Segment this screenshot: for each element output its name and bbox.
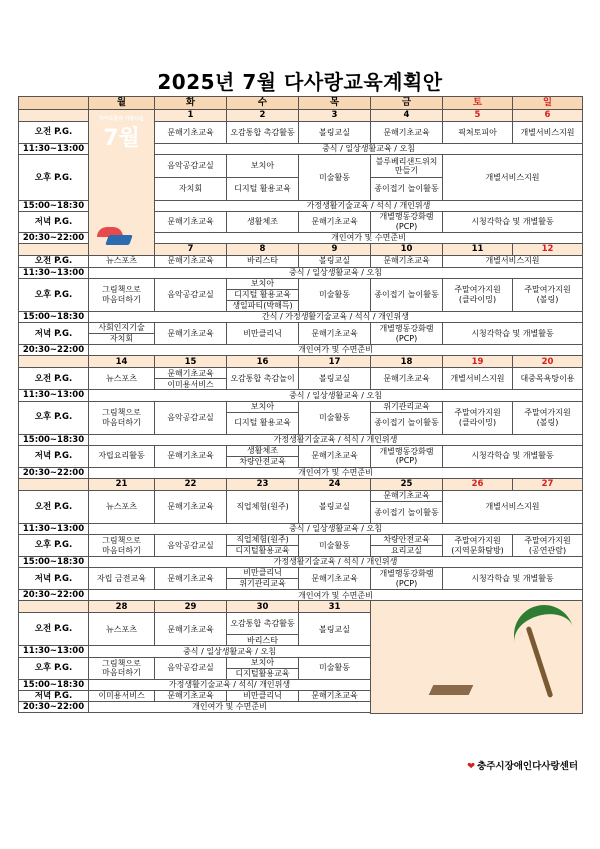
row-label: 오후 P.G. bbox=[19, 535, 89, 557]
date: 28 bbox=[89, 601, 155, 613]
cell: 음악공감교실 bbox=[155, 401, 227, 434]
day-fri: 금 bbox=[371, 97, 443, 110]
date: 7 bbox=[155, 243, 227, 255]
date: 1 bbox=[155, 110, 227, 122]
cell: 개별서비스지원 bbox=[443, 490, 583, 523]
cell: 간식 / 가정생활기술교육 / 석식 / 개인위생 bbox=[89, 311, 583, 322]
cell: 중식 / 일상생활교육 / 오침 bbox=[89, 390, 583, 401]
cell: 보치아 bbox=[227, 401, 299, 412]
cell: 생활체조 bbox=[227, 445, 299, 456]
row-label: 11:30~13:00 bbox=[19, 646, 89, 657]
cell: 자치회 bbox=[155, 178, 227, 201]
row-label: 15:00~18:30 bbox=[19, 679, 89, 690]
footer-org-name: 충주시장애인다사랑센터 bbox=[477, 761, 578, 772]
date: 18 bbox=[371, 356, 443, 368]
cell: 가정생활기술교육 / 석식/ 개인위생 bbox=[89, 679, 371, 690]
cell: 그림책으로 마음더하기 bbox=[89, 278, 155, 311]
cell: 블루베리샌드위치 만들기 bbox=[371, 155, 443, 178]
row-label: 오후 P.G. bbox=[19, 401, 89, 434]
cell: 그림책으로 마음더하기 bbox=[89, 657, 155, 679]
cell: 주말여가지원 (볼링) bbox=[513, 401, 583, 434]
thumb-month: 7월 bbox=[103, 126, 140, 151]
cell: 개인여가 및 수면준비 bbox=[89, 702, 371, 713]
row-label: 오전 P.G. bbox=[19, 490, 89, 523]
cell: 개별서비스지원 bbox=[443, 368, 513, 390]
date: 5 bbox=[443, 110, 513, 122]
row-label: 오전 P.G. bbox=[19, 368, 89, 390]
cell: 디지털 활용교육 bbox=[227, 412, 299, 434]
cell: 종이접기 놀이활동 bbox=[371, 412, 443, 434]
date: 12 bbox=[513, 243, 583, 255]
cell: 직업체험(원주) bbox=[227, 490, 299, 523]
row-label: 저녁 P.G. bbox=[19, 445, 89, 467]
week4-eve-row bbox=[19, 568, 583, 579]
row-label: 20:30~22:00 bbox=[19, 345, 89, 356]
cell: 시청각학습 및 개별활동 bbox=[443, 445, 583, 467]
row-label: 11:30~13:00 bbox=[19, 390, 89, 401]
date: 30 bbox=[227, 601, 299, 613]
cell: 자립 금전교육 bbox=[89, 568, 155, 590]
date: 2 bbox=[227, 110, 299, 122]
row-label: 오전 P.G. bbox=[19, 613, 89, 646]
cell: 문해기초교육 bbox=[155, 122, 227, 144]
cell: 비만클리닉 bbox=[227, 323, 299, 345]
date: 15 bbox=[155, 356, 227, 368]
row-label: 15:00~18:30 bbox=[19, 434, 89, 445]
cell: 문해기초교육 bbox=[155, 613, 227, 646]
cell: 미술활동 bbox=[299, 657, 371, 679]
cell: 바리스타 bbox=[227, 635, 299, 646]
week4-am-row bbox=[19, 490, 583, 501]
cell: 문해기초교육 bbox=[155, 568, 227, 590]
cell: 주말여가지원 (지역문화탐방) bbox=[443, 535, 513, 557]
cell: 비만클리닉 bbox=[227, 568, 299, 579]
thumb-caption: 하이로봇리 아름다운 bbox=[98, 116, 145, 122]
date: 3 bbox=[299, 110, 371, 122]
date: 25 bbox=[371, 478, 443, 490]
week2-lunch-row bbox=[19, 267, 583, 278]
month-thumbnail bbox=[89, 110, 155, 256]
row-label: 오전 P.G. bbox=[19, 255, 89, 267]
cell: 볼링교실 bbox=[299, 122, 371, 144]
week4-dates bbox=[19, 478, 583, 490]
row-label: 20:30~22:00 bbox=[19, 232, 89, 243]
date: 29 bbox=[155, 601, 227, 613]
cell: 미술활동 bbox=[299, 155, 371, 201]
date: 20 bbox=[513, 356, 583, 368]
date: 26 bbox=[443, 478, 513, 490]
cell: 뉴스포츠 bbox=[89, 255, 155, 267]
cell: 개별행동강화램(PCP) bbox=[371, 212, 443, 232]
palm-tree-icon bbox=[507, 601, 580, 672]
date: 16 bbox=[227, 356, 299, 368]
cell: 미술활동 bbox=[299, 278, 371, 311]
row-label: 15:00~18:30 bbox=[19, 311, 89, 322]
week3-pm-row bbox=[19, 401, 583, 412]
day-wed: 수 bbox=[227, 97, 299, 110]
cell: 가정생활기술교육 / 석식 / 개인위생 bbox=[89, 434, 583, 445]
cell: 개인여가 및 수면준비 bbox=[155, 232, 583, 243]
date: 17 bbox=[299, 356, 371, 368]
cell: 문해기초교육 bbox=[299, 323, 371, 345]
day-tue: 화 bbox=[155, 97, 227, 110]
day-mon: 월 bbox=[89, 97, 155, 110]
cell: 위기관리교육 bbox=[227, 579, 299, 590]
cell: 요리교실 bbox=[371, 546, 443, 557]
day-sat: 토 bbox=[443, 97, 513, 110]
beach-chair-icon bbox=[105, 235, 133, 245]
cell: 자립요리활동 bbox=[89, 445, 155, 467]
cell: 차량안전교육 bbox=[227, 456, 299, 467]
cell: 대중목욕탕이용 bbox=[513, 368, 583, 390]
row-label: 저녁 P.G. bbox=[19, 568, 89, 590]
cell: 음악공감교실 bbox=[155, 657, 227, 679]
date: 14 bbox=[89, 356, 155, 368]
week3-night-row bbox=[19, 467, 583, 478]
cell: 문해기초교육 bbox=[371, 122, 443, 144]
row-label: 20:30~22:00 bbox=[19, 702, 89, 713]
day-thu: 목 bbox=[299, 97, 371, 110]
date: 21 bbox=[89, 478, 155, 490]
cell: 시청각학습 및 개별활동 bbox=[443, 323, 583, 345]
cell: 문해기초교육 bbox=[155, 490, 227, 523]
date: 10 bbox=[371, 243, 443, 255]
cell: 개별행동강화램(PCP) bbox=[371, 323, 443, 345]
cell: 문해기초교육 bbox=[155, 445, 227, 467]
cell: 개별행동강화램(PCP) bbox=[371, 445, 443, 467]
cell: 문해기초교육 bbox=[299, 445, 371, 467]
row-label: 11:30~13:00 bbox=[19, 144, 89, 155]
cell: 위기관리교육 bbox=[371, 401, 443, 412]
cell: 개별서비스지원 bbox=[443, 155, 583, 201]
cell: 오감통합 촉감놀이 bbox=[227, 368, 299, 390]
cell: 픽쳐토피아 bbox=[443, 122, 513, 144]
date: 24 bbox=[299, 478, 371, 490]
row-label: 15:00~18:30 bbox=[19, 201, 89, 212]
cell: 사회인지기술 bbox=[89, 323, 155, 334]
week3-lunch-row bbox=[19, 390, 583, 401]
cell: 문해기초교육 bbox=[299, 568, 371, 590]
cell: 볼링교실 bbox=[299, 613, 371, 646]
week2-am-row bbox=[19, 255, 583, 267]
cell: 디지털 활용교육 bbox=[227, 178, 299, 201]
cell: 음악공감교실 bbox=[155, 278, 227, 311]
cell: 주말여가지원 (볼링) bbox=[513, 278, 583, 311]
row-label: 저녁 P.G. bbox=[19, 690, 89, 701]
cell: 문해기초교육 bbox=[155, 255, 227, 267]
row-label: 15:00~18:30 bbox=[19, 557, 89, 568]
beach-chairs-icon bbox=[429, 685, 474, 695]
date: 23 bbox=[227, 478, 299, 490]
cell: 미술활동 bbox=[299, 401, 371, 434]
cell: 디지털활용교육 bbox=[227, 546, 299, 557]
date: 8 bbox=[227, 243, 299, 255]
cell: 주말여가지원 (클라이밍) bbox=[443, 401, 513, 434]
cell: 디지털활용교육 bbox=[227, 668, 299, 679]
cell: 중식 / 일상생활교육 / 오침 bbox=[89, 523, 583, 534]
cell: 주말여가지원 (클라이밍) bbox=[443, 278, 513, 311]
cell: 중식 / 일상생활교육 / 오침 bbox=[89, 646, 371, 657]
date: 31 bbox=[299, 601, 371, 613]
cell: 생활체조 bbox=[227, 212, 299, 232]
cell: 볼링교실 bbox=[299, 255, 371, 267]
cell: 볼링교실 bbox=[299, 368, 371, 390]
week4-late-row bbox=[19, 557, 583, 568]
date: 4 bbox=[371, 110, 443, 122]
cell: 문해기초교육 bbox=[371, 490, 443, 501]
cell: 주말여가지원 (공연관람) bbox=[513, 535, 583, 557]
week2-eve-row bbox=[19, 323, 583, 334]
cell: 문해기초교육 bbox=[299, 212, 371, 232]
week2-pm-row bbox=[19, 278, 583, 289]
beach-image bbox=[371, 601, 583, 714]
cell: 직업체험(원주) bbox=[227, 535, 299, 546]
cell: 시청각학습 및 개별활동 bbox=[443, 212, 583, 232]
row-label: 20:30~22:00 bbox=[19, 467, 89, 478]
week5-dates bbox=[19, 601, 583, 613]
header-blank bbox=[19, 97, 89, 110]
cell: 가정생활기술교육 / 석식 / 개인위생 bbox=[89, 557, 583, 568]
date: 11 bbox=[443, 243, 513, 255]
week4-pm-row bbox=[19, 535, 583, 546]
cell: 종이접기 놀이활동 bbox=[371, 178, 443, 201]
cell: 뉴스포츠 bbox=[89, 613, 155, 646]
week3-eve-row bbox=[19, 445, 583, 456]
cell: 미술활동 bbox=[299, 535, 371, 557]
row-label: 11:30~13:00 bbox=[19, 267, 89, 278]
cell: 문해기초교육 bbox=[155, 368, 227, 379]
cell: 보치아 bbox=[227, 155, 299, 178]
cell: 그림책으로 마음더하기 bbox=[89, 535, 155, 557]
cell: 시청각학습 및 개별활동 bbox=[443, 568, 583, 590]
row-label: 20:30~22:00 bbox=[19, 590, 89, 601]
footer-org bbox=[467, 758, 578, 772]
cell: 문해기초교육 bbox=[299, 690, 371, 701]
row-label: 11:30~13:00 bbox=[19, 523, 89, 534]
cell: 음악공감교실 bbox=[155, 155, 227, 178]
week4-lunch-row bbox=[19, 523, 583, 534]
row-label: 오후 P.G. bbox=[19, 155, 89, 201]
cell: 개별서비스지원 bbox=[443, 255, 583, 267]
cell: 문해기초교육 bbox=[155, 323, 227, 345]
date: 27 bbox=[513, 478, 583, 490]
cell: 개인여가 및 수면준비 bbox=[89, 590, 583, 601]
cell: 중식 / 일상생활교육 / 오침 bbox=[89, 267, 583, 278]
cell: 문해기초교육 bbox=[155, 212, 227, 232]
week4-night-row bbox=[19, 590, 583, 601]
cell: 보치아 bbox=[227, 657, 299, 668]
day-sun: 일 bbox=[513, 97, 583, 110]
row-label: 오후 P.G. bbox=[19, 278, 89, 311]
day-header-row bbox=[19, 97, 583, 110]
cell: 개인여가 및 수면준비 bbox=[89, 467, 583, 478]
cell: 디지털 활용교육 bbox=[227, 289, 299, 300]
cell: 문해기초교육 bbox=[371, 255, 443, 267]
cell: 종이접기 놀이활동 bbox=[371, 278, 443, 311]
cell: 생일파티(박해득) bbox=[227, 300, 299, 311]
cell: 그림책으로 마음더하기 bbox=[89, 401, 155, 434]
week2-night-row bbox=[19, 345, 583, 356]
cell: 문해기초교육 bbox=[155, 690, 227, 701]
cell: 뉴스포츠 bbox=[89, 490, 155, 523]
cell: 오감통합 촉감활동 bbox=[227, 122, 299, 144]
cell: 개별서비스지원 bbox=[513, 122, 583, 144]
cell: 자치회 bbox=[89, 334, 155, 345]
schedule-table bbox=[18, 96, 583, 714]
cell: 종이접기 놀이활동 bbox=[371, 501, 443, 523]
cell: 개인여가 및 수면준비 bbox=[89, 345, 583, 356]
week1-dates bbox=[19, 110, 583, 122]
date: 22 bbox=[155, 478, 227, 490]
cell: 중식 / 일상생활교육 / 오침 bbox=[155, 144, 583, 155]
cell: 보치아 bbox=[227, 278, 299, 289]
row-label: 오전 P.G. bbox=[19, 122, 89, 144]
page-title: 2025년 7월 다사랑교육계획안 bbox=[157, 70, 443, 94]
cell: 이미용서비스 bbox=[155, 379, 227, 390]
week3-am-row bbox=[19, 368, 583, 379]
cell: 가정생활기술교육 / 석식 / 개인위생 bbox=[155, 201, 583, 212]
date: 6 bbox=[513, 110, 583, 122]
week3-late-row bbox=[19, 434, 583, 445]
row-label: 오후 P.G. bbox=[19, 657, 89, 679]
cell: 바리스타 bbox=[227, 255, 299, 267]
cell: 비만클리닉 bbox=[227, 690, 299, 701]
date: 19 bbox=[443, 356, 513, 368]
cell: 뉴스포츠 bbox=[89, 368, 155, 390]
cell: 오감통합 촉감활동 bbox=[227, 613, 299, 635]
row-label: 저녁 P.G. bbox=[19, 323, 89, 345]
cell: 이미용서비스 bbox=[89, 690, 155, 701]
row-label: 저녁 P.G. bbox=[19, 212, 89, 232]
week2-late-row bbox=[19, 311, 583, 322]
cell: 개별행동강화램(PCP) bbox=[371, 568, 443, 590]
cell: 차량안전교육 bbox=[371, 535, 443, 546]
date: 9 bbox=[299, 243, 371, 255]
week3-dates bbox=[19, 356, 583, 368]
heart-icon: ❤ bbox=[467, 761, 476, 772]
cell: 음악공감교실 bbox=[155, 535, 227, 557]
cell: 문해기초교육 bbox=[371, 368, 443, 390]
cell: 볼링교실 bbox=[299, 490, 371, 523]
